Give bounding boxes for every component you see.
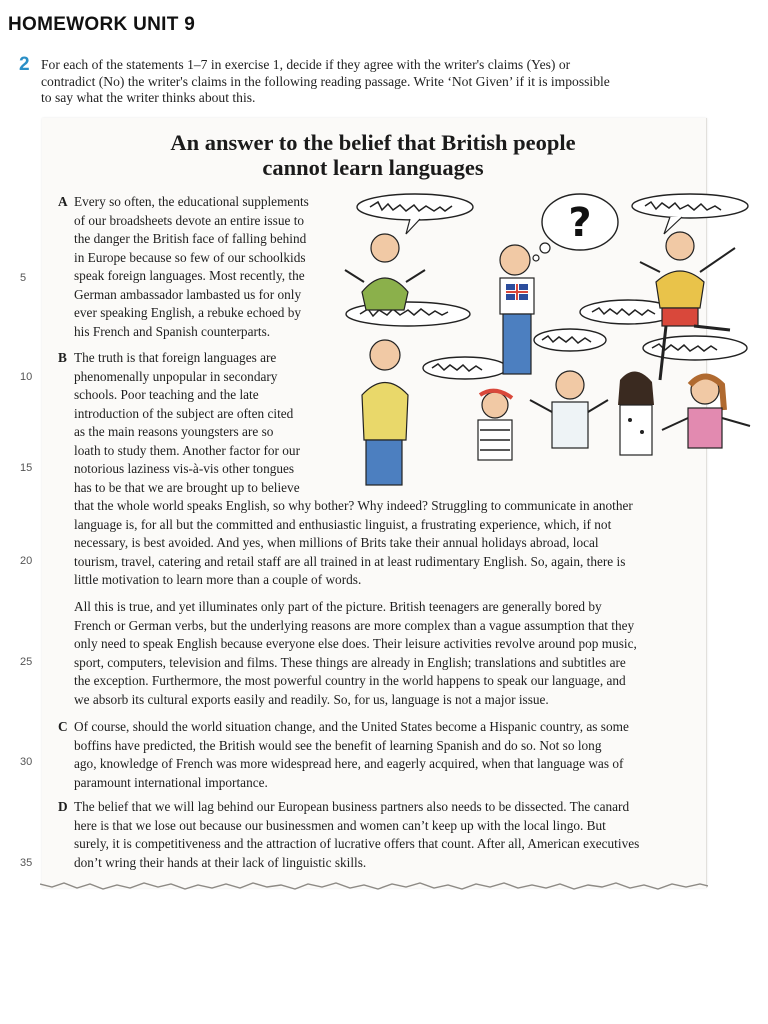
- article-title: [128, 130, 618, 180]
- speech-bubble: [423, 357, 507, 379]
- paragraph-b-line: tourism, travel, catering and retail staff are all trained in at least rudimentary English. So, again, there is: [74, 553, 626, 569]
- article-title-line-1: An answer to the belief that British people: [170, 130, 576, 155]
- question-mark: ?: [568, 200, 592, 246]
- student-figure: [478, 391, 512, 460]
- exercise-instructions: For each of the statements 1–7 in exercise 1, decide if they agree with the writer's claims (Yes) or contradict (No) the writer's claims in the following reading passage. Write ‘Not Given’ if it is impossible to say what the writer thinks about this.: [41, 57, 610, 105]
- paragraph-a-line: his French and Spanish counterparts.: [74, 323, 271, 339]
- paragraph-b-second: [74, 598, 699, 709]
- paragraph-c-line: ago, knowledge of French was more widespread here, and eagerly acquired, when that language was of: [74, 756, 624, 771]
- line-number: 35: [20, 857, 33, 869]
- students-illustration: [340, 190, 760, 490]
- paragraph-b-line: phenomenally unpopular in secondary: [74, 368, 278, 384]
- thought-bubble: [533, 194, 618, 261]
- paragraph-letter-c: C: [58, 719, 68, 734]
- paragraph-b-continued: [74, 497, 699, 590]
- paragraph-d: [58, 798, 699, 872]
- paragraph-a-line: in Europe because so few of our schoolkids: [74, 249, 306, 265]
- line-number: 30: [20, 756, 33, 768]
- article-title-line-2: cannot learn languages: [262, 155, 484, 180]
- paragraph-c-line: paramount international importance.: [74, 774, 268, 790]
- paragraph-b-line: language is, for all but the committed and enthusiastic linguist, a frustrating experience, which, if not: [74, 516, 612, 532]
- paragraph-b-line: as the main reasons youngsters are so: [74, 424, 274, 439]
- paragraph-b-line: that the whole world speaks English, so why bother? Why indeed? Struggling to communicate in another: [74, 498, 633, 513]
- speech-bubble: [534, 329, 606, 351]
- paragraph-b-line: notorious laziness vis-à-vis other tongues: [74, 461, 295, 476]
- paragraph-d-line: here is that we lose out because our businessmen and women can’t keep up with the local lingo. But: [74, 817, 606, 833]
- paragraph-b2-line: the exception. Furthermore, the most powerful country in the world happens to speak our language, and: [74, 673, 626, 688]
- paragraph-d-line: The belief that we will lag behind our European business partners also needs to be dissected. The canard: [74, 799, 630, 814]
- student-figure: [530, 371, 608, 448]
- paragraph-a-line: of our broadsheets devote an entire issue to: [74, 212, 305, 228]
- paragraph-b2-line: only need to speak English because everyone else does. Their leisure activities revolve around pop music,: [74, 636, 637, 651]
- paragraph-a-line: the danger the British face of falling behind: [74, 231, 307, 246]
- speech-bubble: [643, 336, 747, 360]
- speech-bubble: [357, 194, 473, 234]
- paragraph-b2-line: we absorb its cultural exports easily and readily. So, for us, language is not a major issue.: [74, 691, 549, 707]
- paragraph-b-line: has to be that we are brought up to believe: [74, 479, 300, 495]
- union-jack-flag: [506, 284, 528, 300]
- paragraph-d-line: surely, it is competitiveness and the attraction of lucrative offers that count. After all, American executives: [74, 836, 640, 851]
- paragraph-b2-line: All this is true, and yet illuminates only part of the picture. British teenagers are generally bored by: [74, 599, 602, 614]
- paragraph-letter-a: A: [58, 194, 68, 209]
- line-number: 15: [20, 462, 33, 474]
- paragraph-b2-line: sport, computers, television and films. These things are already in English; translations and subtitles are: [74, 654, 626, 670]
- student-figure: [362, 340, 408, 485]
- paragraph-c: [58, 718, 699, 792]
- paragraph-b-line: necessary, is best avoided. And yes, when millions of Brits take their annual holidays abroad, local: [74, 535, 599, 550]
- student-figure: [618, 371, 654, 455]
- line-number: 5: [20, 272, 27, 284]
- paragraph-b-line: The truth is that foreign languages are: [74, 350, 277, 365]
- paragraph-b-line: loath to study them. Another factor for our: [74, 442, 300, 458]
- line-number: 25: [20, 656, 33, 668]
- student-figure: [662, 376, 750, 448]
- paragraph-b2-line: French or German verbs, but the underlying reasons are more complex than a vague assumption that they: [74, 617, 635, 633]
- paragraph-a-line: ever speaking English, a rebuke echoed by: [74, 305, 302, 320]
- line-number: 20: [20, 555, 33, 567]
- student-figure: [345, 234, 425, 310]
- paragraph-b-line: schools. Poor teaching and the late: [74, 387, 259, 402]
- page-heading: HOMEWORK UNIT 9: [8, 14, 196, 35]
- paragraph-c-line: boffins have predicted, the British would see the benefit of learning Spanish and do so. Not so long: [74, 737, 602, 753]
- paragraph-a-line: German ambassador lambasted us for only: [74, 286, 302, 302]
- paragraph-a: [58, 193, 344, 341]
- torn-paper-edge: [40, 880, 708, 894]
- paragraph-c-line: Of course, should the world situation change, and the United States become a Hispanic country, as some: [74, 719, 629, 734]
- paragraph-letter-b: B: [58, 350, 67, 365]
- paragraph-b-line: introduction of the subject are often cited: [74, 405, 294, 421]
- paragraph-b-line: little motivation to learn more than a couple of words.: [74, 572, 362, 587]
- paragraph-letter-d: D: [58, 799, 68, 814]
- speech-bubble: [632, 194, 748, 234]
- student-figure: [500, 245, 534, 374]
- exercise-number: 2: [19, 54, 30, 75]
- paragraph-a-line: Every so often, the educational supplements: [74, 194, 309, 209]
- paragraph-b: [58, 349, 344, 497]
- line-number: 10: [20, 371, 33, 383]
- paragraph-a-line: speak foreign languages. Most recently, the: [74, 268, 305, 283]
- paragraph-d-line: don’t wring their hands at their lack of linguistic skills.: [74, 854, 367, 870]
